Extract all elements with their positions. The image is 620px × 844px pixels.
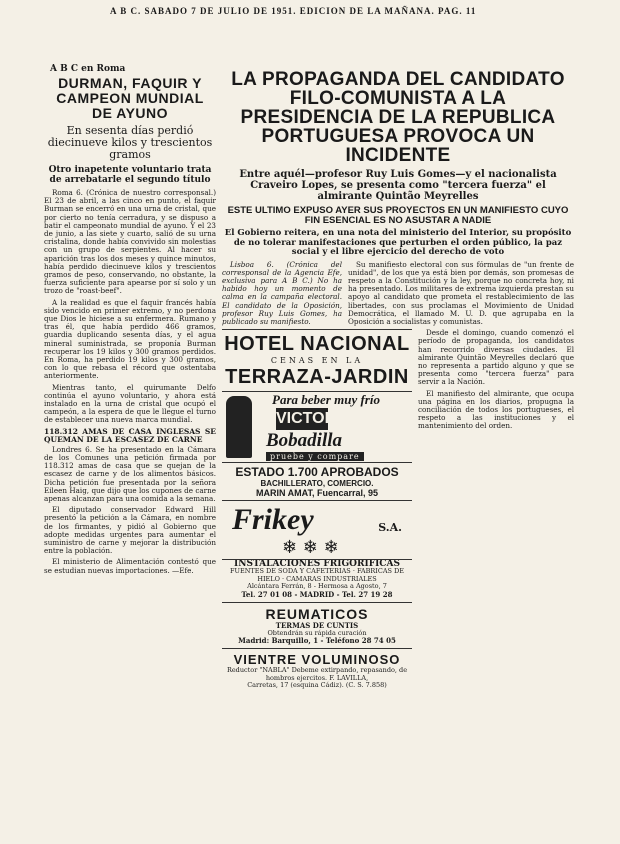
ad-frikey-line3: Alcántara Ferrán, 8 - Hermosa a Agosto, 7	[247, 582, 387, 591]
ad-frikey	[222, 501, 412, 560]
article-paragraph: El manifiesto del almirante, que ocupa una página en los diarios, propugna la conciliación de todos los portugueses, el respeto a las instituciones y el mantenimiento del orden.	[418, 388, 574, 431]
left-paragraph: El ministerio de Alimentación contestó que se estudian nuevas importaciones. —Efe.	[44, 557, 216, 575]
ad-hotel-nacional	[222, 329, 412, 392]
ad-hotel-title: HOTEL NACIONAL	[224, 333, 410, 356]
article-lead-column	[222, 261, 342, 330]
divider	[222, 648, 412, 649]
ad-reuma-line2: Obtendrán su rápida curación	[267, 628, 367, 637]
ads-column	[222, 329, 412, 690]
article-paragraph: Desde el domingo, cuando comenzó el período de propaganda, los candidatos han recorrido diversas ciudades. El almirante Quintão Meyrelles declaró que no representa a partido alguno y que se presenta como "tercera fuerza" para servir a la Nación.	[418, 328, 574, 387]
left-section-heading: 118.312 AMAS DE CASA INGLESAS SE QUEMAN DE LA ESCASEZ DE CARNE	[44, 426, 216, 444]
right-deck: Entre aquél—profesor Ruy Luis Gomes—y el nacionalista Craveiro Lopes, se presenta como "tercera fuerza" el almirante Quintão Meyrelles	[239, 169, 557, 202]
ad-hotel-sub: CENAS EN LA	[270, 356, 364, 366]
left-paragraph: Roma 6. (Crónica de nuestro corresponsal.) El 23 de abril, a las cinco en punto, el faquir Burman se encerró en una urna de cristal, que por cierto no tenía cerradura, y se dispuso a batir el campeonato mundial de ayuno. Y el 23 de junio, a las siete y cuarto, salió de su urna cristalina, donde había convivido sin molestias con un grupo de serpientes. Al hacer su aparición tras los dos meses y quince minutos, había perdido diecinueve kilos y trescientos gramos de peso, conservando, no obstante, la fuerza suficiente para apearse por sí solo y un trozo de "roast-beef".	[44, 188, 216, 296]
divider	[222, 602, 412, 603]
right-column	[222, 68, 574, 690]
left-column	[44, 64, 216, 578]
ad-reuma-line1: TERMAS DE CUNTIS	[275, 620, 359, 630]
ad-victoria	[222, 392, 412, 463]
snowflake-icon: ❄ ❄ ❄	[282, 537, 339, 559]
left-kicker: Otro inapetente voluntario trata de arrebatarle el segundo título	[48, 165, 212, 185]
ad-estado-address: MARIN AMAT, Fuencarral, 95	[255, 488, 379, 499]
article-continuation	[418, 329, 574, 690]
ad-victoria-top: Para beber muy frío	[272, 392, 380, 408]
right-columns	[222, 261, 574, 330]
left-paragraph: El diputado conservador Edward Hill presentó la petición a la Cámara, en nombre de los firmantes, y pidió al Gobierno que adopte medidas urgentes para aumentar el suministro de carne y mejorar la distribución entre la población.	[44, 505, 216, 556]
ad-frikey-line1: INSTALACIONES FRIGORIFICAS	[234, 559, 400, 570]
ad-vientre-title: VIENTRE VOLUMINOSO	[233, 652, 401, 668]
ads-and-text	[222, 329, 574, 690]
ad-reuma-title: REUMATICOS	[265, 605, 369, 622]
left-subhead: En sesenta días perdió diecinueve kilos y trescientos gramos	[47, 124, 213, 161]
ad-vientre-line2: Carretas, 17 (esquina Cádiz). (C. S. 7.858)	[247, 681, 387, 690]
ad-frikey-line4: Tel. 27 01 08 - MADRID - Tel. 27 19 28	[241, 589, 393, 599]
ad-hotel-terrace: TERRAZA-JARDIN	[225, 366, 409, 389]
ad-vientre-line1: Reductor "NABLA" Debeme extirpando, repasando, de hombros ejercitos. F. LAVILLA,	[226, 666, 408, 682]
article-paragraph: Su manifiesto electoral con sus fórmulas de "un frente de unidad", de los que ya está bien por demás, son promesas de respeto a la Constitución y la ley, porque no concreta hoy, ni ha presentado. Los militares de extrema izquierda prestan su apoyo al candidato que prometa el restablecimiento de las libertades, con sus proclamas el Movimiento de Unidad Democrática, el llamado M. U. D. que agrupaba en la Oposición a socialistas y comunistas.	[348, 259, 574, 326]
ad-victoria-slogan: pruebe y compare	[266, 452, 364, 461]
article-body-column	[348, 261, 574, 330]
ad-victoria-brand: Bobadilla	[266, 430, 343, 452]
ad-estado	[222, 463, 412, 501]
right-deck-caps: ESTE ULTIMO EXPUSO AYER SUS PROYECTOS EN UN MANIFIESTO CUYO FIN ESENCIAL ES NO ASUSTAR A NADIE	[227, 205, 569, 226]
ad-victoria-label: VICTORIA	[276, 408, 328, 430]
right-headline: LA PROPAGANDA DEL CANDIDATO FILO-COMUNISTA A LA PRESIDENCIA DE LA REPUBLICA PORTUGUESA PROVOCA UN INCIDENTE	[231, 69, 565, 166]
ad-frikey-suffix: S.A.	[378, 521, 402, 535]
section-tag: A B C en Roma	[50, 64, 126, 74]
page-header: A B C. SABADO 7 DE JULIO DE 1951. EDICION DE LA MAÑANA. PAG. 11	[110, 6, 477, 16]
bottle-icon	[226, 396, 252, 458]
left-paragraph: A la realidad es que el faquir francés había sido vencido en primer extremo, y no perdona que Dios le hiciese a su enfermera. Rumano y tras él, que había perdido 466 gramos, guardia duplicando sesenta días, y el agua mineral suministrada, se proponía Burman recuperar los 19 kilos y 300 gramos perdidos. En Roma, ha perdido 19 kilos y 300 gramos, con lo que rebasa el récord que ostentaba anteriormente.	[44, 297, 216, 381]
left-headline: DURMAN, FAQUIR Y CAMPEON MUNDIAL DE AYUNO	[56, 75, 204, 121]
ad-frikey-brand: Frikey	[232, 503, 314, 537]
article-lead: Lisboa 6. (Crónica del corresponsal de la Agencia Efe, exclusiva para A B C.) No ha habido hoy un momento de calma en la campaña electoral. El candidato de la Oposición, profesor Ruy Luis Gomes, ha publicado su manifiesto.	[222, 259, 342, 326]
left-paragraph: Mientras tanto, el quirumante Delfo continúa el ayuno voluntario, y ahora está instalado en la urna de cristal que ocupó el campeón, a la espera de que le llegue el turno de establecer una nueva marca mundial.	[44, 382, 216, 425]
ad-estado-line: BACHILLERATO, COMERCIO.	[260, 479, 374, 489]
ad-reuma-line3: Madrid: Barquillo, 1 - Teléfono 28 74 05	[238, 636, 396, 646]
left-paragraph: Londres 6. Se ha presentado en la Cámara de los Comunes una petición firmada por 118.312 amas de casa que se quejan de la escasez de carne y de los alimentos básicos. Dicha petición fue presentada por la señora Eileen Haig, que dijo que los cupones de carne apenas alcanzan para una comida a la semana.	[44, 444, 216, 503]
ad-frikey-line2: FUENTES DE SODA Y CAFETERIAS · FABRICAS DE HIELO · CAMARAS INDUSTRIALES	[230, 567, 404, 583]
right-deck-note: El Gobierno reitera, en una nota del ministerio del Interior, su propósito de no tolerar manifestaciones que perturben el orden público, la paz social y el libre ejercicio del derecho de voto	[224, 228, 572, 257]
ad-estado-title: ESTADO 1.700 APROBADOS	[235, 465, 399, 480]
